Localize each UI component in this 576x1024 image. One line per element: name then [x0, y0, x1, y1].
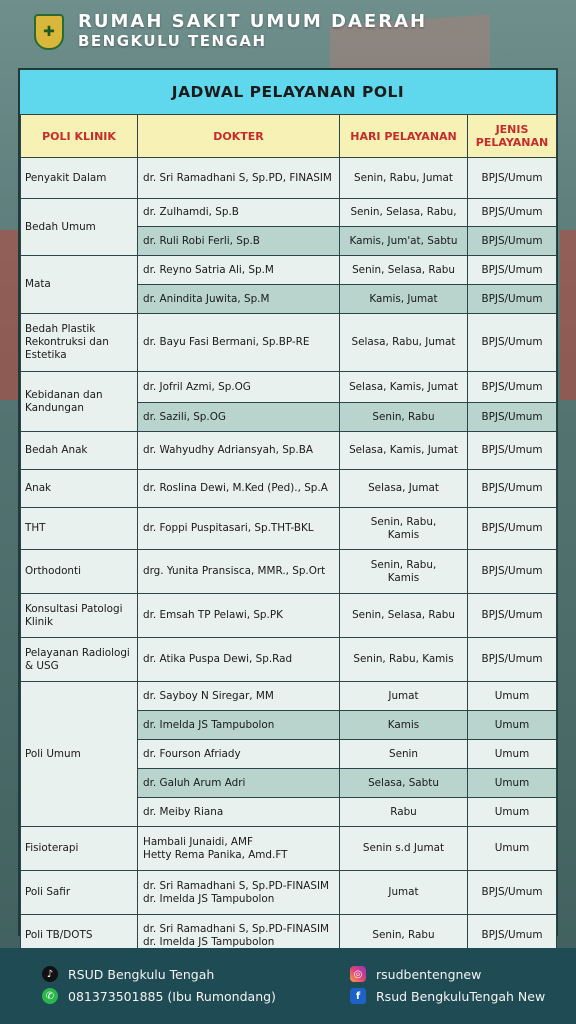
- column-header-hari: HARI PELAYANAN: [340, 115, 468, 158]
- doctor-cell: dr. Fourson Afriady: [138, 740, 340, 769]
- day-cell: Senin, Rabu: [340, 915, 468, 957]
- service-type-cell: BPJS/Umum: [468, 285, 557, 314]
- poli-cell: Fisioterapi: [21, 827, 138, 871]
- table-row: [21, 199, 557, 227]
- poli-cell: Orthodonti: [21, 550, 138, 594]
- doctor-cell: Hambali Junaidi, AMF Hetty Rema Panika, Amd.FT: [138, 827, 340, 871]
- hospital-name: RUMAH SAKIT UMUM DAERAH: [78, 11, 428, 32]
- instagram-handle: rsudbentengnew: [376, 966, 482, 982]
- header: [0, 0, 576, 64]
- schedule-table: [18, 68, 558, 948]
- poli-cell: Konsultasi Patologi Klinik: [21, 594, 138, 638]
- doctor-cell: dr. Roslina Dewi, M.Ked (Ped)., Sp.A: [138, 470, 340, 508]
- service-type-cell: Umum: [468, 682, 557, 711]
- table-row: [21, 372, 557, 403]
- hospital-logo-icon: ✚: [34, 14, 64, 50]
- service-type-cell: Umum: [468, 827, 557, 871]
- facebook-contact[interactable]: [350, 988, 545, 1004]
- day-cell: Selasa, Rabu, Jumat: [340, 314, 468, 372]
- service-type-cell: BPJS/Umum: [468, 508, 557, 550]
- instagram-contact[interactable]: [350, 966, 481, 982]
- service-type-cell: BPJS/Umum: [468, 550, 557, 594]
- whatsapp-icon: ✆: [42, 988, 58, 1004]
- day-cell: Selasa, Kamis, Jumat: [340, 372, 468, 403]
- service-type-cell: Umum: [468, 740, 557, 769]
- day-cell: Senin, Selasa, Rabu: [340, 594, 468, 638]
- service-type-cell: BPJS/Umum: [468, 638, 557, 682]
- service-type-cell: Umum: [468, 798, 557, 827]
- doctor-cell: dr. Anindita Juwita, Sp.M: [138, 285, 340, 314]
- day-cell: Senin, Rabu: [340, 403, 468, 432]
- doctor-cell: dr. Jofril Azmi, Sp.OG: [138, 372, 340, 403]
- poli-cell: Pelayanan Radiologi & USG: [21, 638, 138, 682]
- poli-cell: Penyakit Dalam: [21, 158, 138, 199]
- doctor-cell: dr. Zulhamdi, Sp.B: [138, 199, 340, 227]
- day-cell: Kamis: [340, 711, 468, 740]
- table-row: [21, 256, 557, 285]
- column-header-poli: POLI KLINIK: [21, 115, 138, 158]
- poli-cell: Anak: [21, 470, 138, 508]
- table-row: [21, 827, 557, 871]
- table-row: [21, 682, 557, 711]
- day-cell: Selasa, Sabtu: [340, 769, 468, 798]
- service-type-cell: BPJS/Umum: [468, 256, 557, 285]
- table-title: JADWAL PELAYANAN POLI: [20, 70, 556, 114]
- table-header-row: [21, 115, 557, 158]
- service-type-cell: BPJS/Umum: [468, 372, 557, 403]
- service-type-cell: BPJS/Umum: [468, 470, 557, 508]
- table-row: [21, 871, 557, 915]
- poli-cell: THT: [21, 508, 138, 550]
- doctor-cell: dr. Wahyudhy Adriansyah, Sp.BA: [138, 432, 340, 470]
- day-cell: Senin, Rabu, Kamis: [340, 550, 468, 594]
- doctor-cell: dr. Foppi Puspitasari, Sp.THT-BKL: [138, 508, 340, 550]
- doctor-cell: dr. Sazili, Sp.OG: [138, 403, 340, 432]
- service-type-cell: BPJS/Umum: [468, 227, 557, 256]
- day-cell: Senin, Rabu, Jumat: [340, 158, 468, 199]
- day-cell: Rabu: [340, 798, 468, 827]
- service-type-cell: BPJS/Umum: [468, 199, 557, 227]
- day-cell: Senin, Rabu, Kamis: [340, 508, 468, 550]
- poli-cell: Poli Umum: [21, 682, 138, 827]
- day-cell: Senin, Selasa, Rabu: [340, 256, 468, 285]
- day-cell: Senin: [340, 740, 468, 769]
- service-type-cell: BPJS/Umum: [468, 432, 557, 470]
- day-cell: Jumat: [340, 871, 468, 915]
- day-cell: Senin, Rabu, Kamis: [340, 638, 468, 682]
- tiktok-handle: RSUD Bengkulu Tengah: [68, 966, 215, 982]
- poli-cell: Bedah Plastik Rekontruksi dan Estetika: [21, 314, 138, 372]
- schedule-grid: [20, 114, 557, 957]
- doctor-cell: dr. Reyno Satria Ali, Sp.M: [138, 256, 340, 285]
- doctor-cell: dr. Meiby Riana: [138, 798, 340, 827]
- table-row: [21, 594, 557, 638]
- instagram-icon: ◎: [350, 966, 366, 982]
- doctor-cell: dr. Atika Puspa Dewi, Sp.Rad: [138, 638, 340, 682]
- whatsapp-contact[interactable]: [42, 988, 276, 1004]
- table-row: [21, 314, 557, 372]
- doctor-cell: dr. Sayboy N Siregar, MM: [138, 682, 340, 711]
- service-type-cell: Umum: [468, 769, 557, 798]
- facebook-page: Rsud BengkuluTengah New: [376, 988, 546, 1004]
- doctor-cell: dr. Sri Ramadhani S, Sp.PD-FINASIM dr. Imelda JS Tampubolon: [138, 915, 340, 957]
- table-row: [21, 470, 557, 508]
- table-row: [21, 432, 557, 470]
- table-row: [21, 638, 557, 682]
- column-header-jenis: JENIS PELAYANAN: [468, 115, 557, 158]
- doctor-cell: dr. Ruli Robi Ferli, Sp.B: [138, 227, 340, 256]
- doctor-cell: dr. Galuh Arum Adri: [138, 769, 340, 798]
- table-row: [21, 508, 557, 550]
- day-cell: Jumat: [340, 682, 468, 711]
- poli-cell: Bedah Anak: [21, 432, 138, 470]
- doctor-cell: dr. Emsah TP Pelawi, Sp.PK: [138, 594, 340, 638]
- poli-cell: Kebidanan dan Kandungan: [21, 372, 138, 432]
- table-body: [21, 158, 557, 957]
- service-type-cell: BPJS/Umum: [468, 314, 557, 372]
- facebook-icon: f: [350, 988, 366, 1004]
- day-cell: Kamis, Jum'at, Sabtu: [340, 227, 468, 256]
- doctor-cell: dr. Sri Ramadhani S, Sp.PD-FINASIM dr. Imelda JS Tampubolon: [138, 871, 340, 915]
- service-type-cell: Umum: [468, 711, 557, 740]
- footer: [0, 948, 576, 1024]
- poli-cell: Mata: [21, 256, 138, 314]
- hospital-subtitle: BENGKULU TENGAH: [78, 32, 267, 50]
- service-type-cell: BPJS/Umum: [468, 594, 557, 638]
- day-cell: Selasa, Jumat: [340, 470, 468, 508]
- tiktok-icon: ♪: [42, 966, 58, 982]
- day-cell: Senin, Selasa, Rabu,: [340, 199, 468, 227]
- service-type-cell: BPJS/Umum: [468, 403, 557, 432]
- day-cell: Selasa, Kamis, Jumat: [340, 432, 468, 470]
- background-wall-right: [560, 230, 576, 400]
- day-cell: Kamis, Jumat: [340, 285, 468, 314]
- poli-cell: Poli Safir: [21, 871, 138, 915]
- column-header-dokter: DOKTER: [138, 115, 340, 158]
- whatsapp-number: 081373501885 (Ibu Rumondang): [68, 988, 276, 1004]
- table-row: [21, 158, 557, 199]
- poli-cell: Bedah Umum: [21, 199, 138, 256]
- doctor-cell: dr. Imelda JS Tampubolon: [138, 711, 340, 740]
- service-type-cell: BPJS/Umum: [468, 915, 557, 957]
- doctor-cell: drg. Yunita Pransisca, MMR., Sp.Ort: [138, 550, 340, 594]
- poli-cell: Poli TB/DOTS: [21, 915, 138, 957]
- background-wall-left: [0, 230, 18, 400]
- day-cell: Senin s.d Jumat: [340, 827, 468, 871]
- service-type-cell: BPJS/Umum: [468, 871, 557, 915]
- table-row: [21, 550, 557, 594]
- doctor-cell: dr. Sri Ramadhani S, Sp.PD, FINASIM: [138, 158, 340, 199]
- doctor-cell: dr. Bayu Fasi Bermani, Sp.BP-RE: [138, 314, 340, 372]
- tiktok-contact[interactable]: [42, 966, 214, 982]
- service-type-cell: BPJS/Umum: [468, 158, 557, 199]
